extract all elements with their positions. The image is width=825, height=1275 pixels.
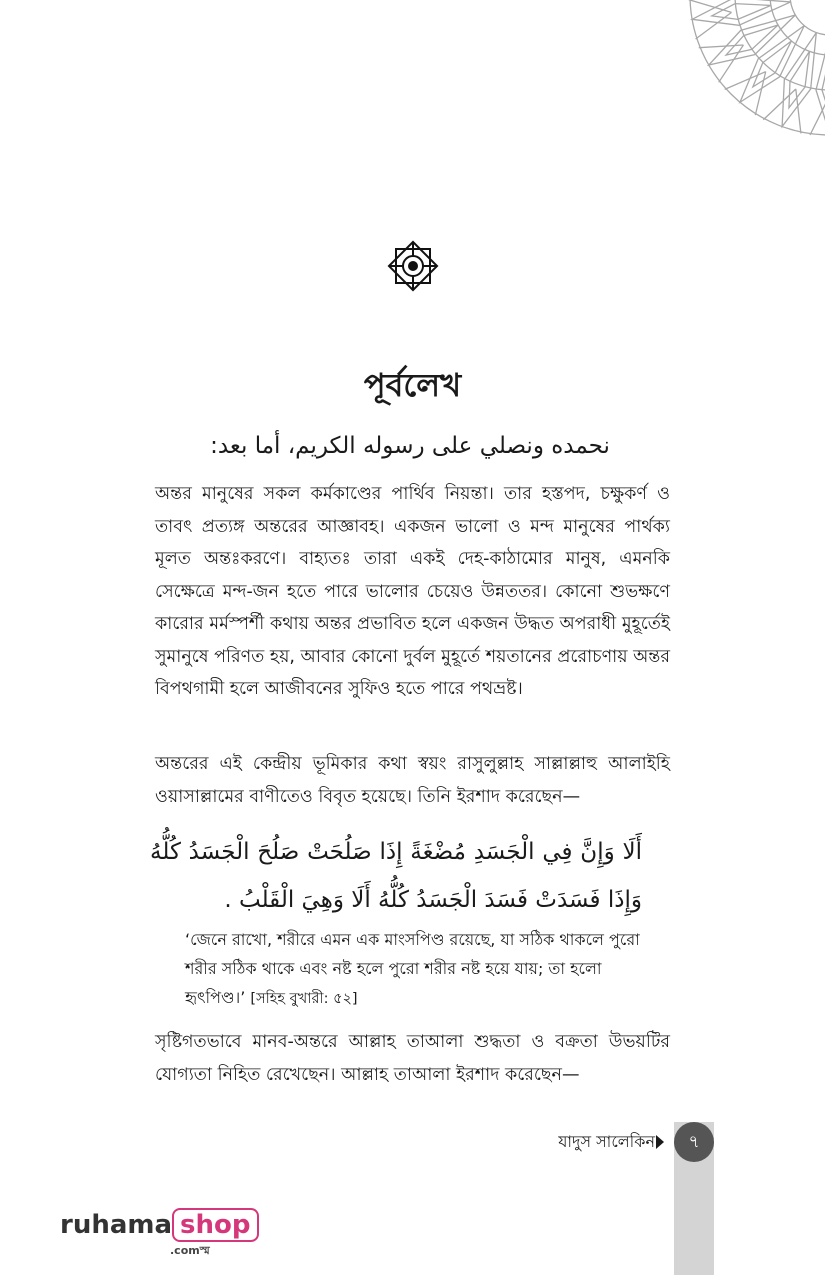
paragraph-3: সৃষ্টিগতভাবে মানব-অন্তরে আল্লাহ তাআলা শুদ্ধতা ও বক্রতা উভয়টির যোগ্যতা নিহিত রেখেছেন। আল্লাহ তাআলা ইরশাদ করেছেন—: [155, 1032, 670, 1085]
floral-ornament-icon: [385, 238, 441, 294]
arabic-opening: نحمده ونصلي على رسوله الكريم، أما بعد:: [210, 433, 610, 459]
logo-brand: ruhama: [60, 1210, 173, 1240]
logo-brand-box: shop: [172, 1208, 258, 1242]
corner-mandala-icon: [670, 0, 825, 155]
page-title: পূর্বলেখ: [363, 366, 462, 404]
logo-domain: .comস্ম: [170, 1244, 210, 1257]
hadith-reference: [সহিহ বুখারী: ৫২]: [250, 991, 358, 1007]
hadith-translation: ‘জেনে রাখো, শরীরে এমন এক মাংসপিণ্ড রয়েছে, যা সঠিক থাকলে পুরো শরীর সঠিক থাকে এবং নষ্ট হলে পুরো শরীর নষ্ট হয়ে যায়; তা হলো হৃৎপিণ্ড।’: [185, 930, 640, 1007]
triangle-marker-icon: [656, 1135, 664, 1149]
running-head: যাদুস সালেকিন: [558, 1132, 655, 1151]
page-number: ৭: [674, 1122, 714, 1162]
paragraph-2: অন্তরের এই কেন্দ্রীয় ভূমিকার কথা স্বয়ং রাসুলুল্লাহ সাল্লাল্লাহু আলাইহি ওয়াসাল্লামের বাণীতেও বিবৃত হয়েছে। তিনি ইরশাদ করেছেন—: [155, 754, 670, 807]
paragraph-1: অন্তর মানুষের সকল কর্মকাণ্ডের পার্থিব নিয়ন্তা। তার হস্তপদ, চক্ষুকর্ণ ও তাবৎ প্রত্যঙ্গ অন্তরের আজ্ঞাবহ। একজন ভালো ও মন্দ মানুষের পার্থক্য মূলত অন্তঃকরণে। বাহ্যতঃ তারা একই দেহ-কাঠামোর মানুষ, এমনকি সেক্ষেত্রে মন্দ-জন হতে পারে ভালোর চেয়েও উন্নততর। কোনো শুভক্ষণে কারোর মর্মস্পর্শী কথায় অন্তর প্রভাবিত হলে একজন উদ্ধত অপরাধী মুহূর্তেই সুমানুষে পরিণত হয়, আবার কোনো দুর্বল মুহূর্তে শয়তানের প্ররোচণায় অন্তর বিপথগামী হলে আজীবনের সুফিও হতে পারে পথভ্রষ্ট।: [155, 484, 670, 699]
hadith-arabic: أَلَا وَإِنَّ فِي الْجَسَدِ مُضْغَةً إِذَا صَلُحَتْ صَلُحَ الْجَسَدُ كُلُّهُ وَإِذَا فَسَدَتْ فَسَدَ الْجَسَدُ كُلُّهُ أَلَا وَهِيَ الْقَلْبُ .: [150, 839, 642, 913]
watermark-logo: [60, 1208, 259, 1258]
hadith-translation-block: [185, 925, 645, 1014]
